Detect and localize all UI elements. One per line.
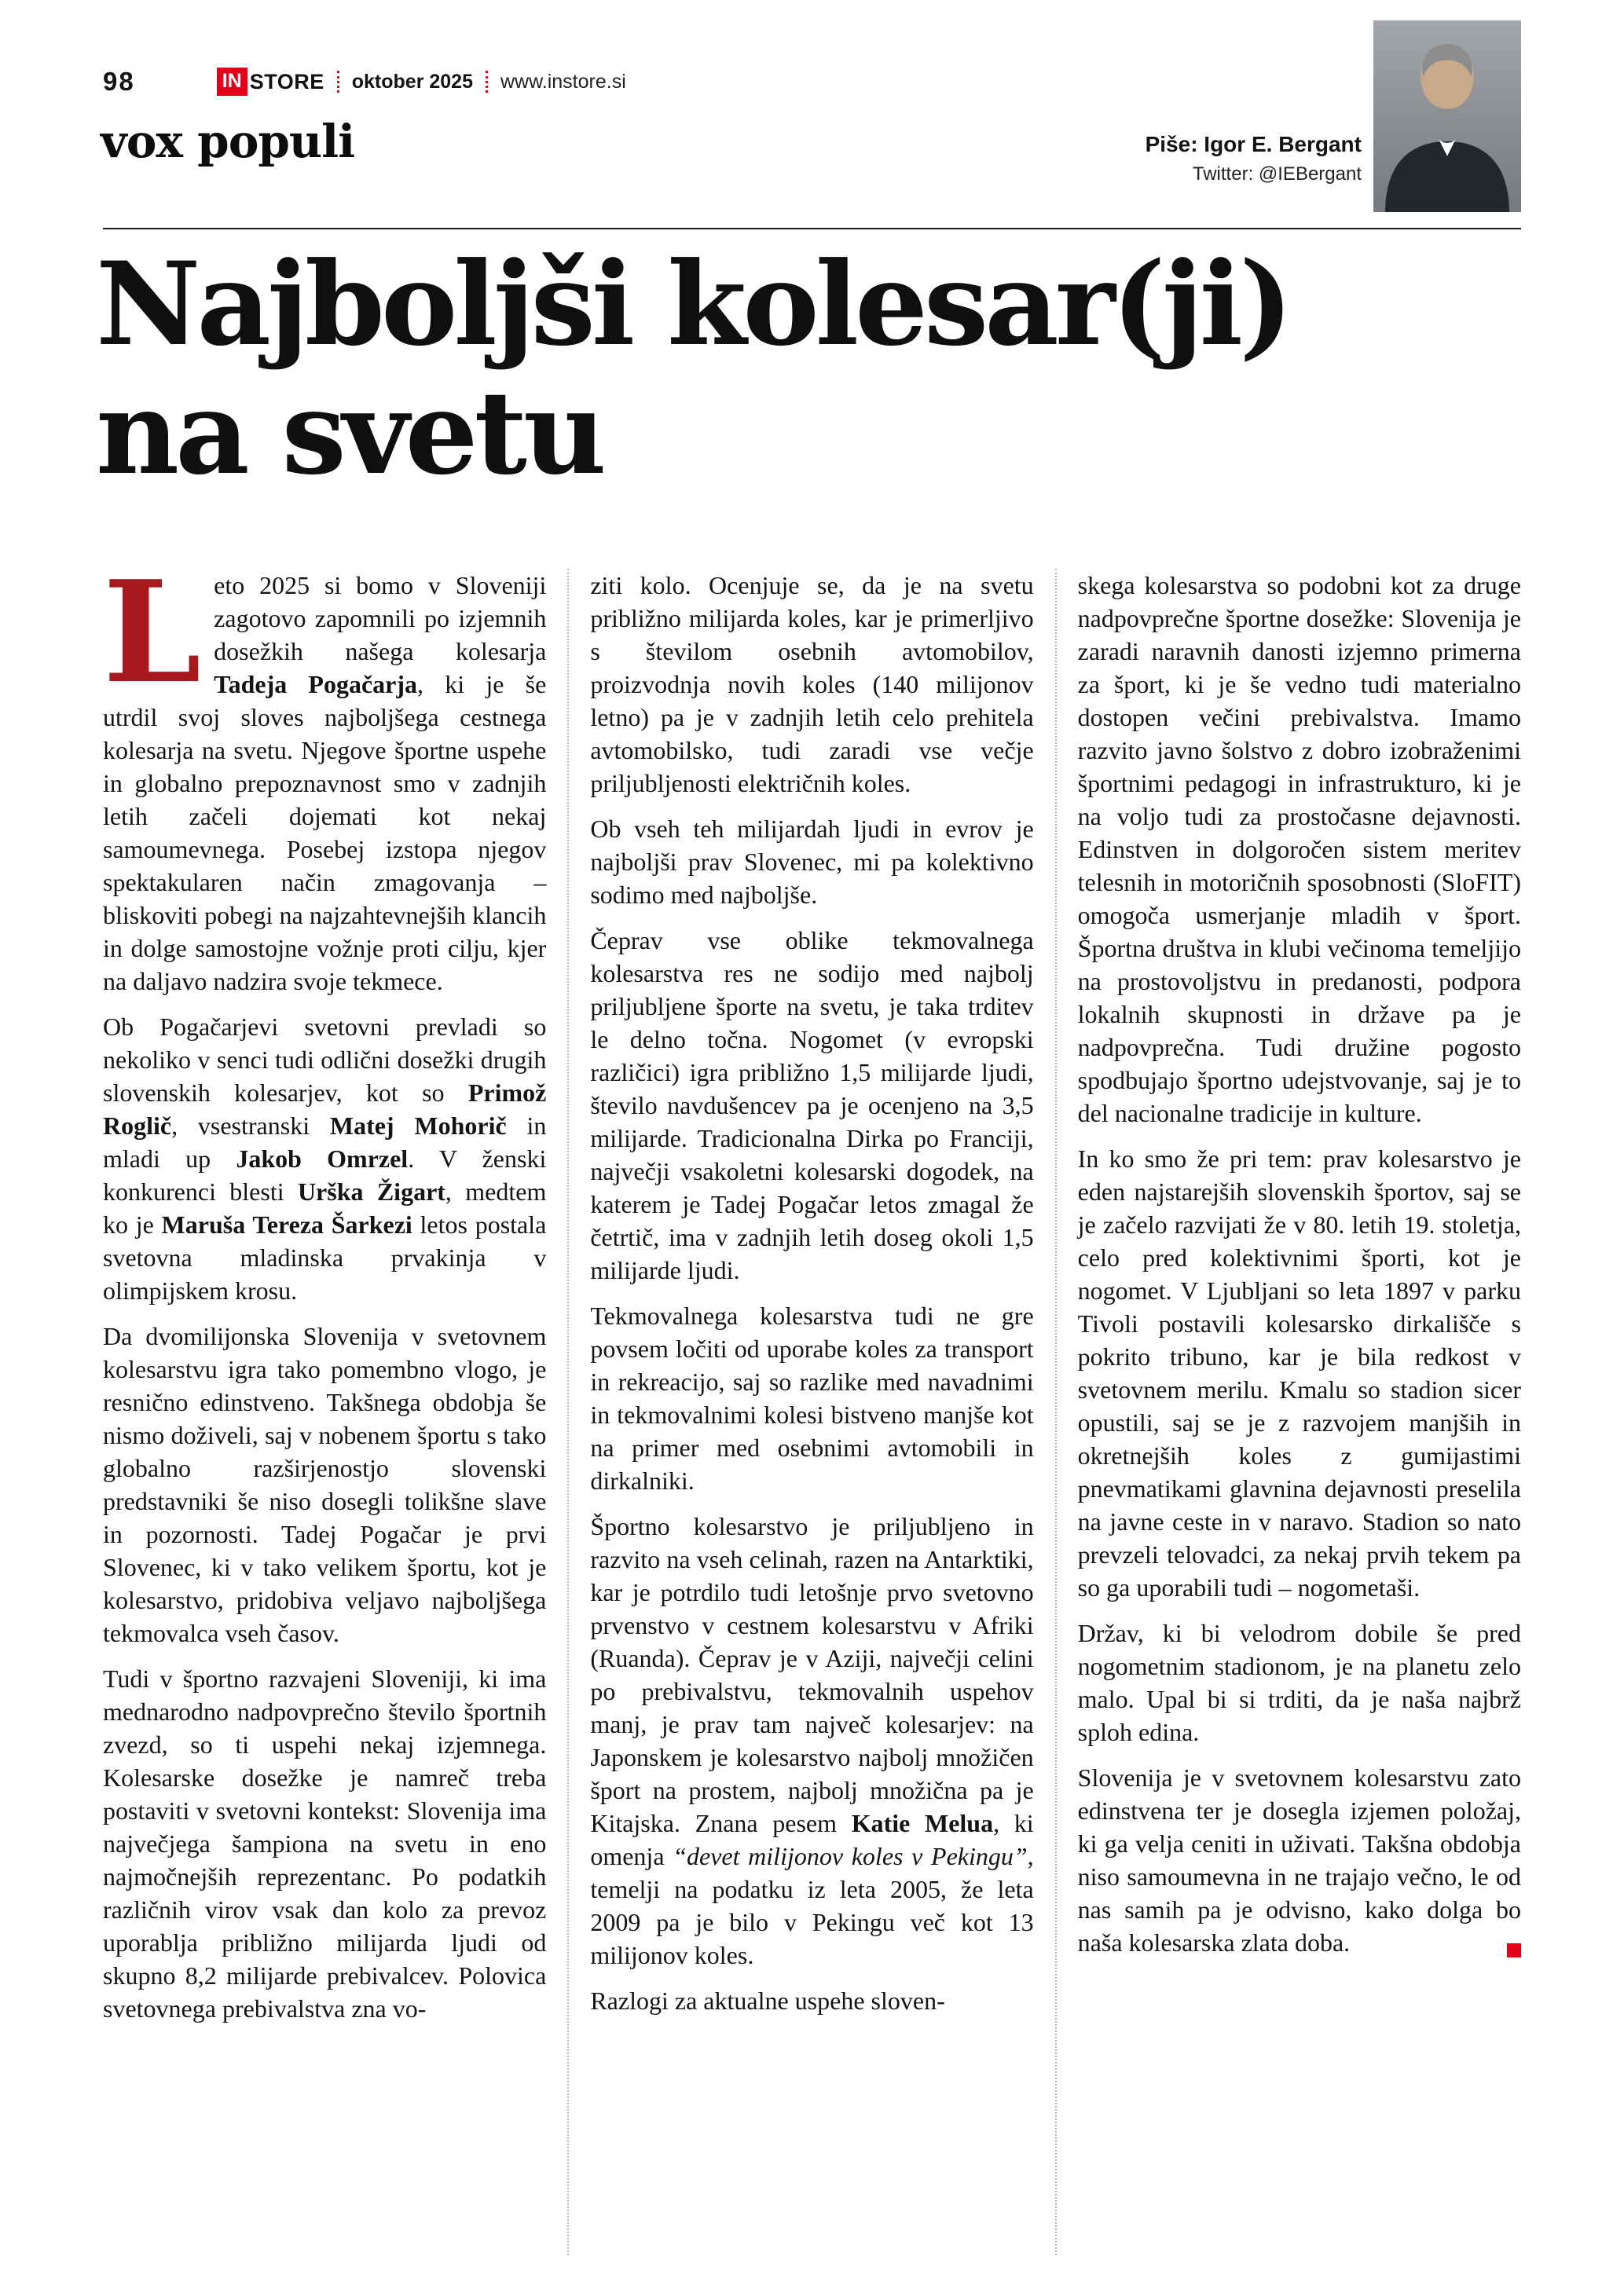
body-text: Razlogi za aktualne uspehe sloven- (590, 1987, 945, 2015)
article-paragraph (1078, 1617, 1521, 1749)
italic-text: “devet milijonov koles v Pekingu” (673, 1842, 1028, 1870)
bold-text: Urška Žigart (297, 1177, 445, 1206)
logo-store-text: STORE (249, 69, 324, 93)
body-text: Ob vseh teh milijardah ljudi in evrov je najboljši prav Slovenec, mi pa kolektivno sodimo med najboljše. (590, 815, 1034, 909)
author-twitter: Twitter: @IEBergant (1192, 163, 1362, 185)
masthead-separator (486, 71, 488, 93)
article-headline (96, 237, 1530, 500)
byline (1146, 132, 1362, 185)
article-paragraph (1078, 1142, 1521, 1604)
article-column-3 (1055, 569, 1521, 2255)
body-text: , ki omenja (590, 1809, 1034, 1870)
section-title: vox populi (101, 115, 355, 168)
article-paragraph (590, 1510, 1033, 1972)
body-text: skega kolesarstva so podobni kot za druge nadpovprečne športne dosežke: Slovenija je zaradi naravnih danosti izjemno primerna za šport, ki je še vedno tudi materialno dostopen večini prebivalstva. Imamo razvito javno šolstvo z dobro izobraženimi športnimi pedagogi in infrastrukturo, ki je na voljo tudi za prostočasne dejavnosti. Edinstven in dolgoročen sistem meritev telesnih in motoričnih sposobnosti (SloFIT) omogoča usmerjanje mladih v šport. Športna društva in klubi večinoma temeljijo na prostovoljstvu in predanosti, podpora lokalnih skupnosti in države pa je nadpovprečna. Tudi družine pogosto spodbujajo športno udejstvovanje, saj je to del nacionalne tradicije in kulture. (1077, 571, 1521, 1127)
bold-text: Primož Roglič (103, 1078, 547, 1140)
issue-date: oktober 2025 (351, 70, 473, 93)
author-photo (1373, 20, 1521, 212)
body-text: , vsestranski (171, 1111, 330, 1140)
bold-text: Katie Melua (851, 1809, 994, 1837)
article-paragraph (590, 1984, 1033, 2017)
drop-cap: L (103, 550, 202, 714)
body-text: Tekmovalnega kolesarstva tudi ne gre povsem ločiti od uporabe koles za transport in rekreacijo, saj so razlike med navadnimi in tekmovalnimi kolesi bistveno manjše kot na primer med osebnimi avtomobili in dirkalniki. (590, 1302, 1034, 1495)
logo-in-box: IN (217, 68, 247, 96)
bold-text: Jakob Omrzel (236, 1144, 409, 1173)
body-text: Čeprav vse oblike tekmovalnega kolesarstva res ne sodijo med najbolj priljubljene športe na svetu, je taka trditev le delno točna. Nogomet (v evropski različici) igra približno 1,5 milijarde ljudi, število navdušencev pa je ocenjeno na 3,5 milijarde. Tradicionalna Dirka po Franciji, največji vsakoletni kolesarski dogodek, na katerem je Tadej Pogačar letos zmagal že četrtič, ima v zadnjih letih doseg okoli 1,5 milijarde ljudi. (590, 926, 1034, 1284)
author-name: Piše: Igor E. Bergant (1145, 132, 1362, 156)
bold-text: Tadeja Pogačarja (214, 670, 418, 698)
body-text: ziti kolo. Ocenjuje se, da je na svetu približno milijarda koles, kar je primerljivo s številom osebnih avtomobilov, proizvodnja novih koles (140 milijonov letno) pa je v zadnjih letih celo prehitela avtomobilsko, tudi zaradi vse večje priljubljenosti električnih koles. (590, 571, 1034, 797)
article-body (103, 550, 1521, 2255)
article-paragraph (1078, 569, 1521, 1130)
end-mark (1507, 1943, 1521, 1957)
article-column-1 (103, 550, 567, 2255)
body-text: , temelji na podatku iz leta 2005, že leta 2009 pa je bilo v Pekingu več kot 13 milijonov koles. (590, 1842, 1034, 1969)
article-paragraph (590, 569, 1033, 800)
bold-text: Maruša Tereza Šarkezi (161, 1210, 412, 1239)
website-url: www.instore.si (500, 70, 626, 93)
masthead (103, 64, 626, 99)
person-silhouette (1373, 20, 1521, 212)
instore-logo (217, 68, 324, 96)
article-paragraph (1078, 1761, 1521, 1959)
body-text: . V ženski konkurenci blesti (103, 1144, 547, 1206)
header-divider (103, 228, 1521, 229)
article-paragraph (103, 1010, 546, 1307)
article-paragraph (103, 550, 547, 998)
body-text: In ko smo že pri tem: prav kolesarstvo je eden najstarejših slovenskih športov, saj se je začelo razvijati že v 80. letih 19. stoletja, celo pred kolektivnimi športi, kot je nogomet. V Ljubljani so leta 1897 v parku Tivoli postavili kolesarsko dirkališče s pokrito tribuno, kar je bila redkost v svetovnem merilu. Kmalu so stadion sicer opustili, saj se je z razvojem manjših in okretnejših koles z gumijastimi pnevmatikami glavnina dejavnosti preselila na javne ceste in v naravo. Stadion so nato prevzeli telovadci, za nekaj prvih tekem pa so ga uporabili tudi – nogometaši. (1077, 1144, 1521, 1602)
body-text: Slovenija je v svetovnem kolesarstvu zato edinstvena ter je dosegla izjemen položaj, ki ga velja ceniti in uživati. Takšna obdobja niso samoumevna in ne trajajo večno, le od nas samih pa je odvisno, kako dolga bo naša kolesarska zlata doba. (1077, 1763, 1521, 1957)
article-column-2 (567, 569, 1054, 2255)
body-text: , medtem ko je (103, 1177, 547, 1239)
article-paragraph (103, 1320, 546, 1650)
page-number: 98 (103, 67, 135, 96)
body-text: Da dvomilijonska Slovenija v svetovnem kolesarstvu igra tako pomembno vlogo, je resnično edinstveno. Takšnega obdobja še nismo doživeli, saj v nobenem športu s tako globalno razširjenostjo slovenski predstavniki še niso dosegli tolikšne slave in pozornosti. Tadej Pogačar je prvi Slovenec, ki v tako velikem športu, kot je kolesarstvo, pridobiva veljavo najboljšega tekmovalca vseh časov. (103, 1322, 547, 1647)
masthead-separator (337, 71, 339, 93)
article-paragraph (103, 1662, 546, 2025)
headline-line-2: na svetu (96, 365, 603, 500)
body-text: eto 2025 si bomo v Sloveniji zagotovo zapomnili po izjemnih dosežkih našega kolesarja (214, 571, 547, 665)
body-text: Ob Pogačarjevi svetovni prevladi so nekoliko v senci tudi odlični dosežki drugih slovenskih kolesarjev, kot so (103, 1013, 547, 1107)
article-paragraph (590, 812, 1033, 911)
article-paragraph (590, 1299, 1033, 1497)
bold-text: Matej Mohorič (329, 1111, 507, 1140)
body-text: in mladi up (103, 1111, 547, 1173)
body-text: Tudi v športno razvajeni Sloveniji, ki ima mednarodno nadpovprečno število športnih zvezd, so ti uspehi nekaj izjemnega. Kolesarske dosežke je namreč treba postaviti v svetovni kontekst: Slovenija ima največjega šampiona na svetu in eno najmočnejših reprezentanc. Po podatkih različnih virov vsak dan kolo za prevoz uporablja približno milijarda ljudi od skupno 8,2 milijarde prebivalcev. Polovica svetovnega prebivalstva zna vo- (103, 1664, 547, 2023)
body-text: Držav, ki bi velodrom dobile še pred nogometnim stadionom, je na planetu zelo malo. Upal bi si trditi, da je naša najbrž sploh edina. (1077, 1619, 1521, 1746)
headline-line-1: Najboljši kolesar(ji) (96, 237, 1290, 372)
body-text: , ki je še utrdil svoj sloves najboljšega cestnega kolesarja na svetu. Njegove športne uspehe in globalno prepoznavnost smo v zadnjih letih začeli dojemati kot nekaj samoumevnega. Posebej izstopa njegov spektakularen način zmagovanja – bliskoviti pobegi na najzahtevnejših klancih in dolge samostojne vožnje proti cilju, kjer na daljavo nadzira svoje tekmece. (103, 670, 547, 995)
article-paragraph (590, 924, 1033, 1287)
body-text: letos postala svetovna mladinska prvakinja v olimpijskem krosu. (103, 1210, 547, 1305)
body-text: Športno kolesarstvo je priljubljeno in razvito na vseh celinah, razen na Antarktiki, kar je potrdilo tudi letošnje prvo svetovno prvenstvo v cestnem kolesarstvu v Afriki (Ruanda). Čeprav je v Aziji, največji celini po prebivalstvu, tekmovalnih uspehov manj, je prav tam največ kolesarjev: na Japonskem je kolesarstvo najbolj množičen šport na prostem, najbolj množična pa je Kitajska. Znana pesem (590, 1512, 1034, 1837)
